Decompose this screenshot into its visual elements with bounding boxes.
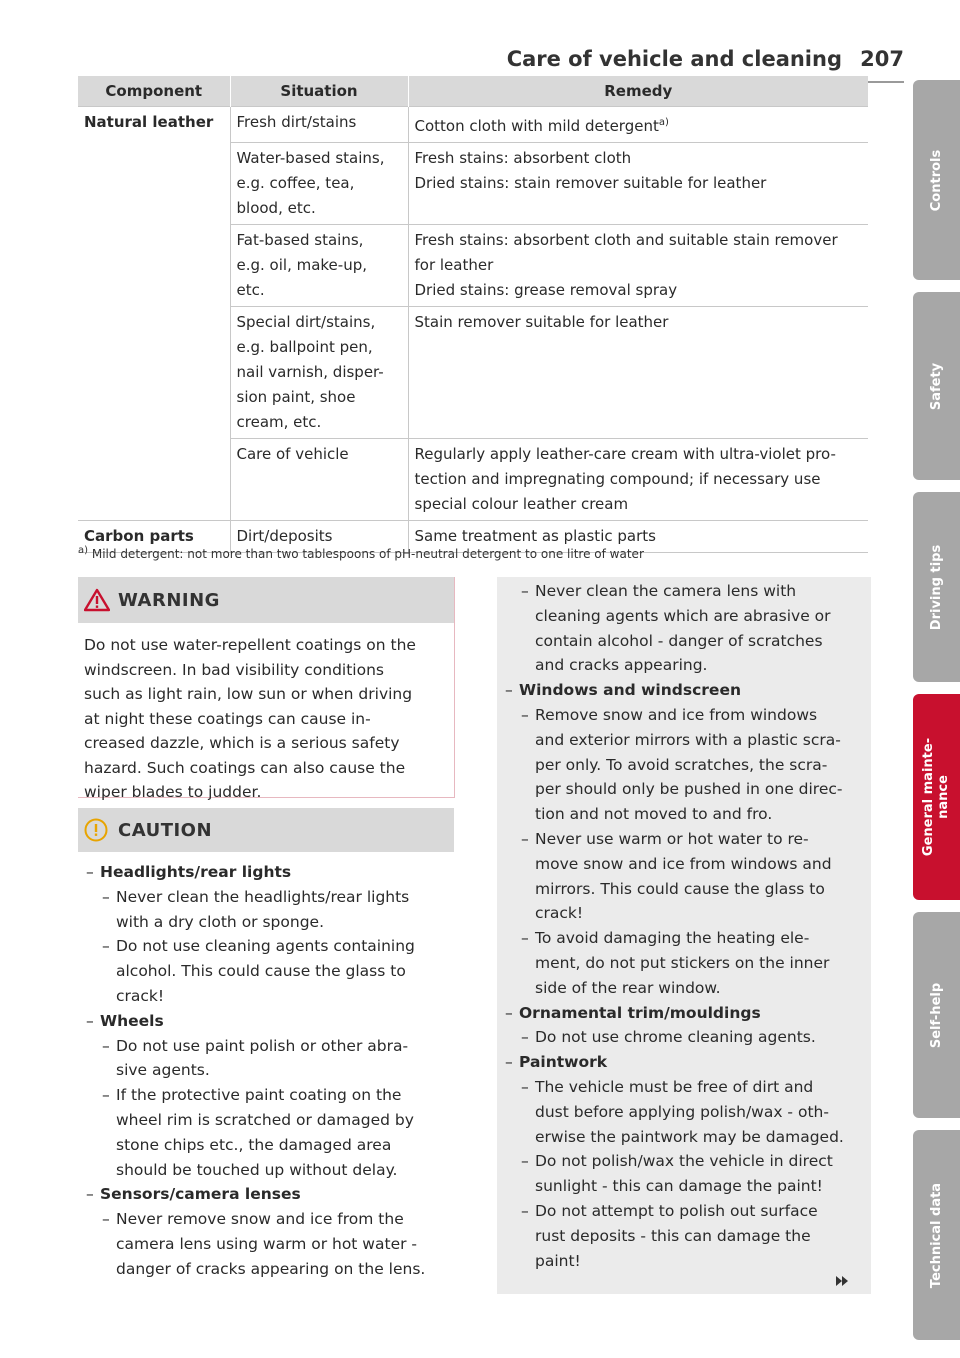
list-item-text: per should only be pushed in one direc- [535,780,843,799]
section-heading [505,678,867,703]
warning-line: hazard. Such coatings can also cause the [84,758,406,777]
list-item-text: Remove snow and ice from windows [535,705,818,724]
side-tab-self-help[interactable] [913,912,960,1118]
list-item-text: wheel rim is scratched or damaged by [116,1110,414,1129]
caution-header [78,808,454,852]
list-item-text: crack! [116,986,165,1005]
dash [521,802,535,827]
continue-arrow-icon [835,1274,849,1288]
list-item-line [86,910,448,935]
warning-line: Do not use water-repellent coatings on the [84,636,416,654]
dash [521,1224,535,1249]
section-heading [505,1001,867,1026]
list-item-text: Do not use cleaning agents containing [116,937,415,956]
section-heading [86,1182,448,1207]
dash: – [102,1210,110,1229]
cell-remedy [408,143,868,225]
cell-line: blood, etc. [236,199,316,217]
side-tab-driving-tips[interactable] [913,492,960,682]
list-item-line [505,852,867,877]
list-item-line [505,1149,867,1174]
dash [102,1133,116,1158]
cell-remedy [408,439,868,521]
cell-line: Same treatment as plastic parts [414,527,656,545]
dash [521,728,535,753]
dash: – [521,929,529,948]
list-item-text: To avoid damaging the heating ele- [535,929,810,948]
list-item-line [505,1100,867,1125]
caution-continued-box [497,577,871,1294]
list-item-text: tion and not moved to and fro. [535,805,773,824]
list-item-line [505,1249,867,1274]
section-heading [505,1050,867,1075]
list-item-line [86,1257,448,1282]
dash: – [505,681,513,700]
cell-situation [230,307,408,439]
table-row [78,225,868,307]
section-heading-text: Headlights/rear lights [100,863,292,881]
col-header-situation: Situation [230,76,408,107]
list-item-text: danger of cracks appearing on the lens. [116,1259,426,1278]
cell-line: Regularly apply leather-care cream with ultra-violet pro- [414,445,836,463]
list-item-line [86,885,448,910]
dash: – [86,1185,94,1204]
caution-circle-icon [84,818,108,842]
cell-situation [230,107,408,143]
cell-line: Special dirt/stains, [236,313,376,331]
page-title: Care of vehicle and cleaning [506,47,842,71]
side-tab-label: Self-help [929,982,945,1048]
table-header-row [78,76,868,107]
cell-line: Water-based stains, [236,149,385,167]
remedy-table [78,76,868,553]
dash [521,1249,535,1274]
dash: – [521,1077,529,1096]
list-item-line [505,877,867,902]
warning-line: at night these coatings can cause in- [84,709,371,728]
list-item-text: Never clean the headlights/rear lights [116,887,410,906]
col-header-remedy: Remedy [408,76,868,107]
warning-header [78,577,454,623]
dash: – [505,1053,513,1072]
dash [521,1125,535,1150]
list-item-text: If the protective paint coating on the [116,1086,402,1105]
cell-line: e.g. oil, make-up, [236,256,367,274]
warning-triangle-icon [84,588,110,612]
dash [521,877,535,902]
footnote [78,545,644,561]
list-item-line [86,1232,448,1257]
dash [102,959,116,984]
list-item-text: camera lens using warm or hot water - [116,1234,417,1253]
list-item-line [505,976,867,1001]
list-item-line [505,604,867,629]
list-item-text: dust before applying polish/wax - oth- [535,1102,829,1121]
dash [521,901,535,926]
dash: – [86,863,94,881]
dash [521,951,535,976]
list-item-text: sive agents. [116,1061,210,1080]
col-header-component: Component [78,76,230,107]
footnote-ref: a) [658,117,669,128]
list-item-line [86,1133,448,1158]
list-item-text: cleaning agents which are abrasive or [535,606,831,625]
side-tab-general-mainte-nance[interactable] [913,694,960,900]
list-item-line [505,926,867,951]
list-item-text: The vehicle must be free of dirt and [535,1077,814,1096]
footnote-text: Mild detergent: not more than two tablespoons of pH-neutral detergent to one litre of water [91,547,644,561]
list-item-text: side of the rear window. [535,978,721,997]
dash: – [102,937,110,956]
dash: – [102,887,110,906]
list-item-line [505,827,867,852]
list-item-line [86,1108,448,1133]
warning-label: WARNING [118,589,220,611]
cell-line: sion paint, shoe [236,388,356,406]
cell-line: etc. [236,281,265,299]
list-item-line [86,934,448,959]
list-item-text: Never use warm or hot water to re- [535,829,809,848]
dash: – [521,829,529,848]
dash [521,1174,535,1199]
list-item-line [505,653,867,678]
side-tab-label: General mainte- nance [921,737,952,857]
section-heading [86,1009,448,1034]
list-item-text: move snow and ice from windows and [535,854,832,873]
dash [521,852,535,877]
dash: – [521,1028,529,1047]
dash [521,604,535,629]
side-tab-label: Technical data [929,1182,944,1288]
dash: – [521,705,529,724]
warning-box [78,577,455,801]
section-heading [86,860,448,885]
list-item-text: contain alcohol - danger of scratches [535,631,823,650]
list-item-line [505,703,867,728]
list-item-text: stone chips etc., the damaged area [116,1135,392,1154]
list-item-text: with a dry cloth or sponge. [116,912,324,931]
dash [521,653,535,678]
list-item-text: mirrors. This could cause the glass to [535,879,825,898]
cell-situation [230,225,408,307]
section-heading-text: Windows and windscreen [519,681,741,700]
dash: – [86,1011,94,1030]
cell-line: Fresh stains: absorbent cloth [414,149,632,167]
cell-component [78,307,230,439]
dash [102,1108,116,1133]
cell-line: Fresh dirt/stains [236,113,357,131]
list-item-text: alcohol. This could cause the glass to [116,962,406,981]
table-row [78,107,868,143]
cell-line: for leather [414,256,494,274]
dash: – [102,1036,110,1055]
caution-continued-list [497,577,871,1273]
list-item-text: and exterior mirrors with a plastic scra- [535,730,841,749]
cell-line: e.g. ballpoint pen, [236,338,373,356]
list-item-line [505,629,867,654]
cell-line: Stain remover suitable for leather [414,313,669,331]
side-tab-controls[interactable] [913,80,960,280]
list-item-line [505,1199,867,1224]
list-item-line [86,984,448,1009]
list-item-line [505,802,867,827]
cell-line: cream, etc. [236,413,322,431]
list-item-line [86,1083,448,1108]
list-item-line [86,1058,448,1083]
list-item-text: Do not attempt to polish out surface [535,1201,818,1220]
list-item-line [505,1075,867,1100]
cell-component [78,143,230,225]
cell-component: Carbon parts [78,521,230,553]
list-item-line [86,959,448,984]
caution-list [78,852,454,1282]
list-item-line [505,1025,867,1050]
side-tab-label: Controls [929,149,945,211]
list-item-line [86,1207,448,1232]
side-tab-safety[interactable] [913,292,960,480]
dash [102,984,116,1009]
cell-line: Cotton cloth with mild detergent$^{a)}$ [414,117,669,135]
dash: – [521,1201,529,1220]
list-item-line [505,901,867,926]
warning-text [78,623,454,805]
list-item-line [505,579,867,604]
table-row [78,439,868,521]
warning-line: creased dazzle, which is a serious safety [84,734,400,752]
cell-line: Dried stains: stain remover suitable for leather [414,174,767,192]
list-item-text: crack! [535,904,584,923]
list-item-line [505,753,867,778]
dash [521,777,535,802]
dash [521,976,535,1001]
list-item-text: erwise the paintwork may be damaged. [535,1127,844,1146]
dash [102,1232,116,1257]
dash: – [505,1003,513,1022]
list-item-text: Do not use paint polish or other abra- [116,1036,409,1055]
list-item-text: should be touched up without delay. [116,1160,398,1179]
section-heading-text: Wheels [100,1011,164,1030]
cell-situation [230,143,408,225]
cell-line: e.g. coffee, tea, [236,174,355,192]
cell-line: nail varnish, disper- [236,363,384,381]
list-item-text: Never clean the camera lens with [535,582,797,600]
dash: – [521,582,529,600]
footnote-marker: a) [78,545,89,556]
caution-box [78,808,454,1294]
cell-situation [230,439,408,521]
side-tab-label: Safety [929,362,945,410]
list-item-line [505,728,867,753]
page-number: 207 [860,47,904,71]
warning-line: such as light rain, low sun or when driving [84,685,413,703]
list-item-text: Never remove snow and ice from the [116,1210,404,1229]
table-row [78,307,868,439]
caution-label: CAUTION [118,819,213,841]
list-item-line [505,1224,867,1249]
section-heading-text: Paintwork [519,1053,608,1072]
list-item-text: per only. To avoid scratches, the scra- [535,755,828,774]
list-item-text: and cracks appearing. [535,656,708,675]
cell-line: tection and impregnating compound; if necessary use [414,470,821,488]
list-item-line [86,1034,448,1059]
section-heading-text: Ornamental trim/mouldings [519,1003,761,1022]
dash: – [102,1086,110,1105]
list-item-text: ment, do not put stickers on the inner [535,953,830,972]
cell-line: Dried stains: grease removal spray [414,281,678,299]
dash [521,629,535,654]
warning-line: wiper blades to judder. [84,783,262,801]
dash [102,910,116,935]
list-item-text: paint! [535,1251,581,1270]
dash: – [521,1152,529,1171]
cell-remedy [408,307,868,439]
cell-component [78,225,230,307]
list-item-text: sunlight - this can damage the paint! [535,1177,823,1196]
cell-component: Natural leather [78,107,230,143]
list-item-line [505,1174,867,1199]
cell-component [78,439,230,521]
list-item-text: rust deposits - this can damage the [535,1226,811,1245]
side-tab-technical-data[interactable] [913,1130,960,1340]
dash [521,1100,535,1125]
list-item-line [505,1125,867,1150]
list-item-line [505,951,867,976]
dash [102,1058,116,1083]
dash [102,1257,116,1282]
warning-line: windscreen. In bad visibility conditions [84,660,384,679]
list-item-line [86,1158,448,1183]
table-row [78,143,868,225]
cell-line: Fresh stains: absorbent cloth and suitable stain remover [414,231,838,249]
list-item-text: Do not polish/wax the vehicle in direct [535,1152,833,1171]
side-tab-label: Driving tips [929,544,945,630]
cell-line: special colour leather cream [414,495,629,513]
list-item-text: Do not use chrome cleaning agents. [535,1028,816,1047]
section-heading-text: Sensors/camera lenses [100,1185,301,1204]
cell-remedy [408,107,868,143]
dash [102,1158,116,1183]
dash [521,753,535,778]
cell-line: Fat-based stains, [236,231,364,249]
list-item-line [505,777,867,802]
cell-remedy [408,225,868,307]
cell-line: Dirt/deposits [236,527,333,545]
cell-line: Care of vehicle [236,445,349,463]
